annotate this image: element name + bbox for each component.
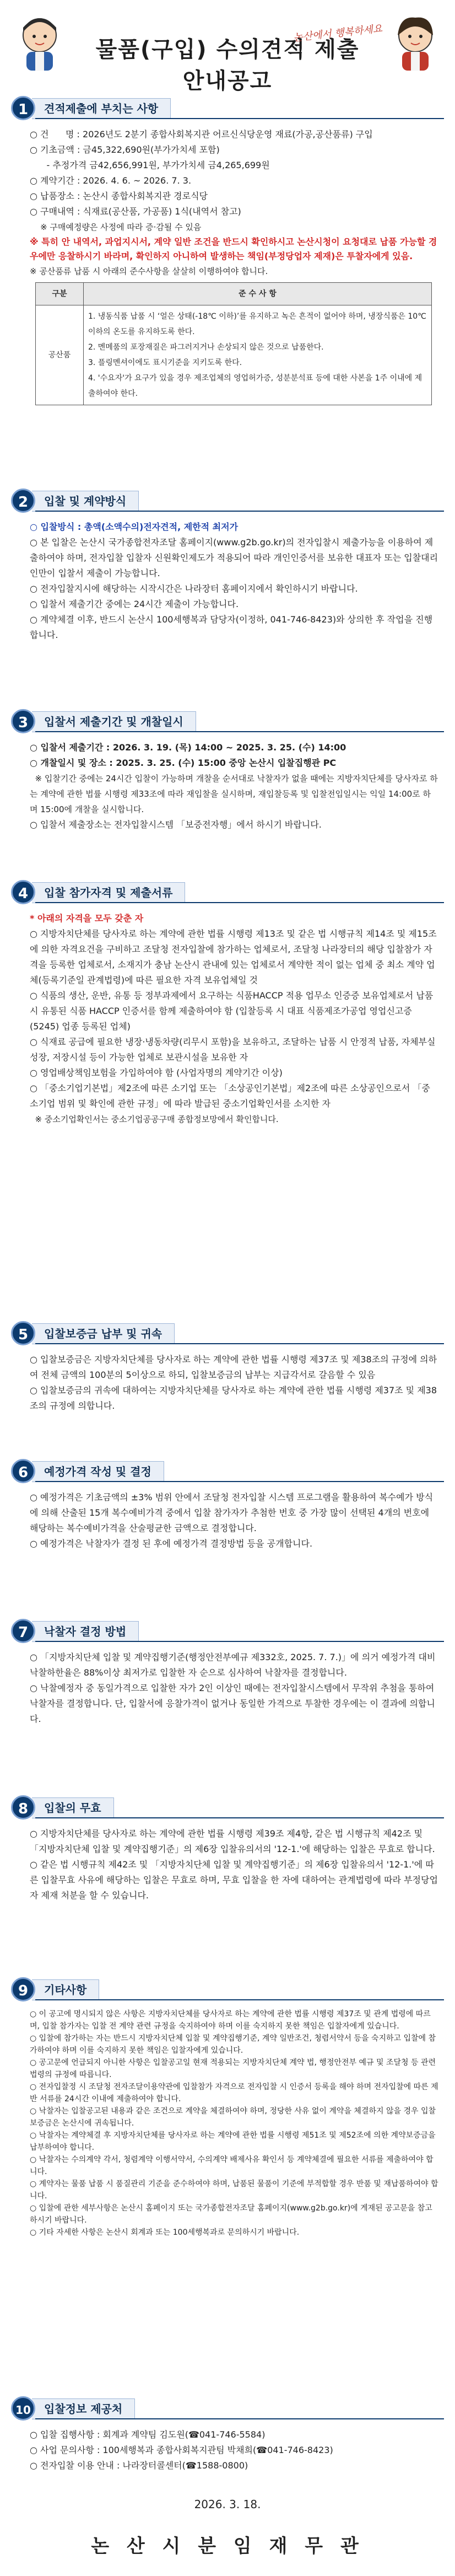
section-title: 입찰 및 계약방식 (32, 491, 139, 512)
section-body (11, 514, 444, 643)
text-line: ※ 중소기업확인서는 중소기업공공구매 종합정보망에서 확인합니다. (30, 1114, 279, 1124)
text-line: ○ 「중소기업기본법」제2조에 따른 소기업 또는 「소상공인기본법」제2조에 따른 소상공인으로서 「중소기업 범위 및 확인에 관한 규정」에 따라 발급된 중소기업확인서를 소지한 자 (30, 1083, 430, 1109)
text-line: ○ 공고문에 언급되지 아니한 사항은 입찰공고일 현재 적용되는 지방자치단체 계약 법, 행정안전부 예규 및 조달청 등 관련 법령의 규정에 따릅니다. (30, 2058, 438, 2079)
section-body (11, 1821, 444, 1903)
section-title: 입찰의 무효 (32, 1797, 114, 1818)
section-rule (35, 118, 444, 119)
section-4 (11, 877, 444, 1127)
section-title: 견적제출에 부치는 사항 (32, 98, 171, 119)
section-number: 6 (11, 1459, 35, 1483)
section-title: 입찰 참가자격 및 제출서류 (32, 882, 185, 903)
section-body (11, 1346, 444, 1414)
text-line: ○ 낙찰자는 입찰공고된 내용과 같은 조건으로 계약을 체결하여야 하며, 정당한 사유 없이 계약을 체결하지 않을 경우 입찰보증금은 논산시에 귀속됩니다. (30, 2107, 436, 2128)
section-rule (35, 511, 444, 512)
section-1 (11, 93, 444, 407)
text-line: ○ 식품의 생산, 운반, 유통 등 정부과제에서 요구하는 식품HACCP 적용 업무소 인증증 보유업체로서 납품 시 유통된 식품 HACCP 인증서를 함께 제출하여야 함 (입찰등록 시 대표 식품제조가공업 영업신고증(5245) 업종 등록된 업체) (30, 990, 436, 1032)
section-body (11, 1484, 444, 1552)
section-2 (11, 485, 444, 643)
section-rule (35, 1343, 444, 1344)
requirements-table (35, 282, 432, 405)
section-rule (35, 1817, 444, 1818)
header (11, 15, 444, 94)
text-line: ○ 「지방자치단체 입찰 및 계약집행기준(행정안전부예규 제332호, 2025. 7. 7.)」에 의거 예정가격 대비 낙찰하한율은 88%이상 최저가로 입찰한 자 순으로 심사하여 낙찰자를 결정합니다. (30, 1652, 438, 1678)
section-heading (11, 93, 444, 121)
text-line: ○ 지방자치단체를 당사자로 하는 계약에 관한 법률 시행령 제39조 제4항, 같은 법 시행규칙 제42조 및 「지방자치단체 입찰 및 계약집행기준」의 제6장 입찰유의서의 '12-1.'에 해당하는 입찰은 무효로 합니다. (30, 1828, 435, 1854)
section-number: 8 (11, 1795, 35, 1820)
text-line: ○ 입찰보증금의 귀속에 대하여는 지방자치단체를 당사자로 하는 계약에 관한 법률 시행령 제37조 및 제38조의 규정에 의합니다. (30, 1385, 437, 1411)
footer-date: 2026. 3. 18. (194, 2498, 261, 2511)
text-line: ○ 입찰서 제출기간 : 2026. 3. 19. (목) 14:00 ~ 2025. 3. 25. (수) 14:00 (30, 742, 346, 753)
text-line: ○ 계약체결 이후, 반드시 논산시 100세행복과 담당자(이정하, 041-746-8423)와 상의한 후 작업을 진행합니다. (30, 614, 433, 640)
section-7 (11, 1616, 444, 1727)
section-heading (11, 706, 444, 734)
text-line: ○ 식재료 공급에 필요한 냉장·냉동차량(리무시 포함)을 보유하고, 조달하는 납품 시 안정적 납품, 자체부실 성장, 저장시설 등이 가능한 업체로 보관시설을 보유한 자 (30, 1037, 438, 1062)
text-line: * 아래의 자격을 모두 갖춘 자 (30, 913, 144, 924)
text-line: ○ 개찰일시 및 장소 : 2025. 3. 25. (수) 15:00 중앙 논산시 입찰집행관 PC (30, 758, 337, 768)
text-line: ○ 전자입찰 이용 안내 : 나라장터콜센터(☎1588-0800) (30, 2460, 248, 2471)
text-line: ※ 공산품류 납품 시 아래의 준수사항을 살살히 이행하여야 합니다. (30, 266, 268, 276)
section-body (11, 121, 444, 405)
text-line: ○ 낙찰자는 수의계약 각서, 청렴계약 이행서약서, 수의계약 배제사유 확인서 등 계약체결에 필요한 서류를 제출하여야 합니다. (30, 2155, 434, 2176)
text-line: ○ 건 명 : 2026년도 2분기 종합사회복지관 어르신식당운영 재료(가공,공산품류) 구입 (30, 129, 373, 139)
section-rule (35, 2418, 444, 2419)
section-number: 7 (11, 1619, 35, 1643)
section-heading (11, 877, 444, 905)
section-body (11, 2422, 444, 2473)
section-title: 낙찰자 결정 방법 (32, 1621, 139, 1642)
section-rule (35, 1641, 444, 1642)
requirement-item: 3. 플링멘셔이에도 표시기준을 지키도록 한다. (88, 358, 242, 367)
requirement-item: 2. 멘메품의 포장재질은 파그러지거나 손상되지 않은 것으로 납품한다. (88, 343, 324, 352)
text-line: ○ 낙찰자는 계약체결 후 지방자치단체를 당사자로 하는 계약에 관한 법률 시행령 제51조 및 제52조에 의한 계약보증금을 납부하여야 합니다. (30, 2131, 438, 2152)
text-line: ○ 구매내역 : 식재료(공산품, 가공품) 1식(내역서 참고) (30, 206, 241, 217)
text-line: ○ 입찰에 참가하는 자는 반드시 지방자치단체 입찰 및 계약집행기준, 계약 일반조건, 청렴서약서 등을 숙지하고 입찰에 참가하여야 하며 이를 숙지하지 못한 책임은 입찰자에게 있습니다. (30, 2034, 436, 2055)
section-title: 기타사항 (32, 1979, 99, 2000)
section-heading (11, 1792, 444, 1821)
text-line: ○ 영업배상책임보험을 가입하여야 함 (사업자명의 계약기간 이상) (30, 1067, 283, 1078)
text-line: ○ 예정가격은 기초금액의 ±3% 범위 안에서 조달청 전자입찰 시스템 프로그램을 활용하여 복수예가 방식에 의해 산출된 15개 복수예비가격 중에서 입찰 참가자가 추첨한 번호 중 가장 많이 선택된 4개의 번호에 해당하는 복수예비가격을 산술평균한 금액으로 결정합니다. (30, 1492, 434, 1533)
section-number: 3 (11, 709, 35, 733)
text-line: ○ 입찰보증금은 지방자치단체를 당사자로 하는 계약에 관한 법률 시행령 제37조 및 제38조의 규정에 의하여 전체 금액의 100분의 5이상으로 하되, 입찰보증금의 납부는 지급각서로 갈음할 수 있음 (30, 1354, 437, 1380)
text-line: ○ 예정가격은 낙찰자가 결정 된 후에 예정가격 결정방법 등을 공개합니다. (30, 1538, 313, 1549)
table-cell (84, 305, 432, 405)
section-10 (11, 2393, 444, 2473)
section-number: 5 (11, 1321, 35, 1345)
section-9 (11, 1974, 444, 2239)
page-title: 물품(구입) 수의견적 제출 안내공고 (95, 37, 360, 94)
section-heading (11, 1616, 444, 1644)
text-line: ○ 입찰서 제출기간 중에는 24시간 제출이 가능합니다. (30, 599, 239, 609)
section-heading (11, 1318, 444, 1346)
text-line: ○ 계약기간 : 2026. 4. 6. ~ 2026. 7. 3. (30, 175, 192, 186)
section-number: 9 (11, 1977, 35, 2001)
text-line: ○ 같은 법 시행규칙 제42조 및 「지방자치단체 입찰 및 계약집행기준」의 제6장 입찰유의서 '12-1.'에 따른 입찰무효 사유에 해당하는 입찰은 무효로 하며, 무효 입찰을 한 자에 대하여는 관계법령에 따라 부정당업자 제재 처분을 할 수 있습니다. (30, 1859, 438, 1901)
section-heading (11, 485, 444, 514)
warning-notice: ※ 특히 안 내역서, 과업지시서, 계약 일반 조건을 반드시 확인하시고 논산시청이 요청대로 납품 가능할 경우에만 응찰하시기 바라며, 확인하지 아니하여 발생하는 책임(부정당업자 제재)은 투찰자에게 있음. (30, 237, 437, 261)
text-line: ○ 납품장소 : 논산시 종합사회복지관 경로식당 (30, 191, 208, 201)
section-rule (35, 731, 444, 732)
section-body (11, 1644, 444, 1727)
footer-organization: 논 산 시 분 임 재 무 관 (91, 2535, 364, 2557)
section-number: 2 (11, 489, 35, 513)
section-body (11, 2003, 444, 2239)
text-line: ○ 기타 자세한 사항은 논산시 회계과 또는 100세행복과로 문의하시기 바랍니다. (30, 2228, 300, 2237)
mascot-left-icon (13, 15, 66, 73)
section-body (11, 905, 444, 1127)
text-line: ○ 사업 문의사항 : 100세행복과 종합사회복지관팀 박채희(☎041-746-8423) (30, 2445, 333, 2455)
text-line: ※ 구매예정량은 사정에 따라 증·감될 수 있음 (30, 222, 202, 232)
section-8 (11, 1792, 444, 1903)
text-line: ○ 계약자는 물품 납품 시 품질관리 기준을 준수하여야 하며, 납품된 물품이 기준에 부적합할 경우 반품 및 재납품하여야 합니다. (30, 2180, 438, 2201)
text-line: ○ 본 입찰은 논산시 국가종합전자조달 홈페이지(www.g2b.go.kr)의 전자입찰시 제출가능을 이용하여 제출하여야 하며, 전자입찰 입찰자 신원확인제도가 적용되어 따라 개인인증서를 보유한 대표자 또는 입찰대리인만이 입찰서 제출이 가능합니다. (30, 537, 438, 578)
section-number: 1 (11, 96, 35, 120)
text-line: ○ 전자입찰정 시 조달청 전자조달이용약관에 입찰참가 자격으로 전자입찰 시 인증서 등록을 해야 하며 전자입찰에 따른 제반 서류를 24시간 이내에 제출하여야 합니다. (30, 2083, 438, 2103)
text-line: ○ 입찰 집행사항 : 회계과 계약팀 김도원(☎041-746-5584) (30, 2429, 266, 2440)
text-line: ○ 입찰방식 : 총액(소액수의)전자견적, 제한적 최저가 (30, 522, 239, 532)
section-title: 입찰정보 제공처 (32, 2398, 135, 2419)
text-line: - 추정가격 금42,656,991원, 부가가치세 금4,265,699원 (30, 160, 270, 170)
text-line: ○ 입찰서 제출장소는 전자입찰시스템 「보증전자행」에서 하시기 바랍니다. (30, 819, 322, 830)
mascot-right-icon (389, 15, 442, 73)
section-title: 입찰보증금 납부 및 귀속 (32, 1323, 175, 1344)
section-6 (11, 1456, 444, 1552)
section-heading (11, 2393, 444, 2422)
section-rule (35, 902, 444, 903)
section-number: 4 (11, 880, 35, 904)
section-3 (11, 706, 444, 833)
table-header: 구분 (36, 283, 84, 305)
title-wrap (88, 32, 367, 95)
section-title: 예정가격 작성 및 결정 (32, 1461, 164, 1482)
section-heading (11, 1974, 444, 2003)
section-heading (11, 1456, 444, 1484)
section-rule (35, 1481, 444, 1482)
requirement-item: 1. 냉동식품 납품 시 ‘얼은 상태(-18℃ 이하)’를 유지하고 녹은 흔적이 없어야 하며, 냉장식품은 10℃이하의 온도를 유지하도록 한다. (88, 312, 426, 336)
section-rule (35, 1999, 444, 2000)
section-body (11, 734, 444, 833)
text-line: ○ 입찰에 관한 세부사항은 논산시 홈페이지 또는 국가종합전자조달 홈페이지(www.g2b.go.kr)에 게재된 공고문을 참고하시기 바랍니다. (30, 2204, 432, 2225)
table-rowhead: 공산품 (36, 305, 84, 405)
text-line: ※ 입찰기간 중에는 24시간 입찰이 가능하며 개찰을 순서대로 낙찰자가 없을 때에는 지방자치단체를 당사자로 하는 계약에 관한 법률 시행령 제33조에 따라 재입찰을 실시하며, 재입찰등록 및 입찰전입일시는 익일 14:00로 하며 15:00에 개찰을 실시합니다. (30, 774, 438, 814)
section-5 (11, 1318, 444, 1414)
text-line: ○ 전자입찰지시에 해당하는 시작시간은 나라장터 홈페이지에서 확인하시기 바랍니다. (30, 583, 358, 594)
text-line: ○ 지방자치단체를 당사자로 하는 계약에 관한 법률 시행령 제13조 및 같은 법 시행규칙 제14조 및 제15조에 의한 자격요건을 구비하고 조달청 전자입찰에 참가하는 업체로서, 조달청 나라장터의 해당 입찰참가 자격을 등록한 업체로서, 소재지가 충남 논산시 관내에 있는 업체로서 계약한 적이 없는 업체 중 최소 계약 업체(등록기준일 관계법령)에 따른 필요한 자격 보유업체일 것 (30, 929, 437, 985)
text-line: ○ 이 공고에 명시되지 않은 사항은 지방자치단체를 당사자로 하는 계약에 관한 법률 시행령 제37조 및 관계 법령에 따르며, 입찰 참가자는 입찰 전 계약 관련 규정을 숙지하여야 하며 이를 숙지하지 못한 책임은 입찰자에게 있습니다. (30, 2010, 431, 2031)
table-header: 준 수 사 항 (84, 283, 432, 305)
motto-text: 논산에서 행복하세요 (292, 23, 383, 44)
requirement-item: 4. '수요자'가 요구가 있을 경우 제조업체의 영업허가증, 성분분석표 등에 대한 사본을 1주 이내에 제출하여야 한다. (88, 374, 422, 398)
text-line: ○ 기초금액 : 금45,322,690원(부가가치세 포함) (30, 144, 220, 155)
section-title: 입찰서 제출기간 및 개찰일시 (32, 711, 196, 732)
text-line: ○ 낙찰예정자 중 동일가격으로 입찰한 자가 2인 이상인 때에는 전자입찰시스템에서 무작위 추첨을 통하여 낙찰자를 결정합니다. 단, 입찰서에 응찰가격이 없거나 동일한 가격으로 투찰한 경우에는 이 결과에 의합니다. (30, 1683, 437, 1724)
section-number: 10 (11, 2396, 35, 2421)
